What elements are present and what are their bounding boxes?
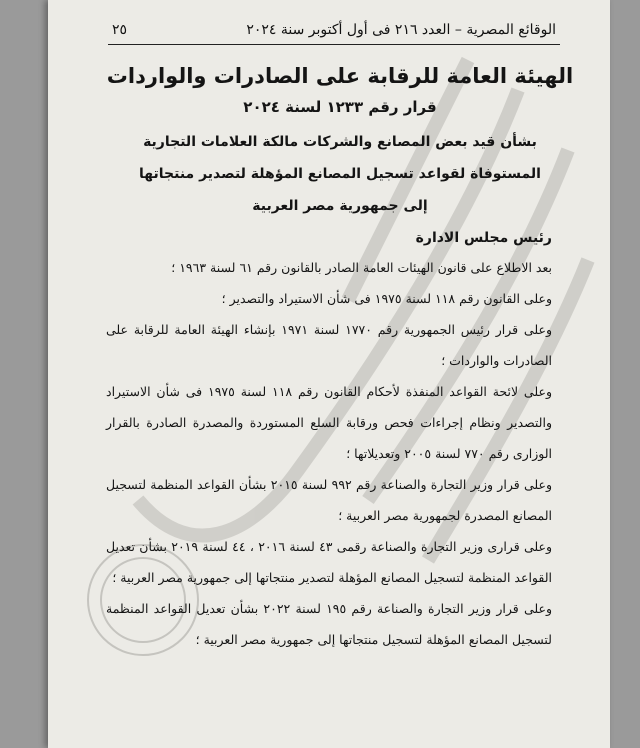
running-header: [108, 22, 560, 45]
document-page: [48, 0, 610, 748]
paragraph: وعلى قرار وزير التجارة والصناعة رقم ١٩٥ لسنة ٢٠٢٢ بشأن تعديل القواعد المنظمة لتسجيل المصانع المؤهلة لتسجيل منتجاتها إلى جمهورية مصر العربية ؛: [106, 601, 552, 647]
page-number: ٢٥: [112, 22, 128, 38]
decree-number: قرار رقم ١٢٣٣ لسنة ٢٠٢٤: [243, 98, 437, 116]
subject-line: بشأن قيد بعض المصانع والشركات مالكة العلامات التجارية: [143, 134, 537, 150]
preamble: [106, 252, 574, 655]
document-body: [106, 60, 574, 655]
subject-line: إلى جمهورية مصر العربية: [252, 198, 428, 214]
paragraph: بعد الاطلاع على قانون الهيئات العامة الصادر بالقانون رقم ٦١ لسنة ١٩٦٣ ؛: [171, 260, 552, 275]
paragraph: وعلى قرار وزير التجارة والصناعة رقم ٩٩٢ لسنة ٢٠١٥ بشأن القواعد المنظمة لتسجيل المصانع المصدرة لجمهورية مصر العربية ؛: [106, 477, 553, 523]
paragraph: وعلى لائحة القواعد المنفذة لأحكام القانون رقم ١١٨ لسنة ١٩٧٥ فى شأن الاستيراد والتصدير ونظام إجراءات فحص ورقابة السلع المستوردة والمصدرة الصادرة بالقرار الوزارى رقم ٧٧٠ لسنة ٢٠٠٥ وتعديلاتها ؛: [106, 384, 552, 461]
chair-heading: رئيس مجلس الادارة: [415, 230, 552, 246]
paragraph: وعلى قرارى وزير التجارة والصناعة رقمى ٤٣ لسنة ٢٠١٦ ، ٤٤ لسنة ٢٠١٩ بشأن تعديل القواعد المنظمة لتسجيل المصانع المؤهلة لتصدير منتجاتها إلى جمهورية مصر العربية ؛: [106, 539, 553, 585]
authority-title: الهيئة العامة للرقابة على الصادرات والواردات: [106, 64, 574, 88]
paragraph: وعلى قرار رئيس الجمهورية رقم ١٧٧٠ لسنة ١٩٧١ بإنشاء الهيئة العامة للرقابة على الصادرات والواردات ؛: [106, 322, 552, 368]
paragraph: وعلى القانون رقم ١١٨ لسنة ١٩٧٥ فى شأن الاستيراد والتصدير ؛: [221, 291, 552, 306]
subject-line: المستوفاة لقواعد تسجيل المصانع المؤهلة لتصدير منتجاتها: [139, 166, 541, 182]
running-title: الوقائع المصرية – العدد ٢١٦ فى أول أكتوبر سنة ٢٠٢٤: [246, 22, 556, 38]
